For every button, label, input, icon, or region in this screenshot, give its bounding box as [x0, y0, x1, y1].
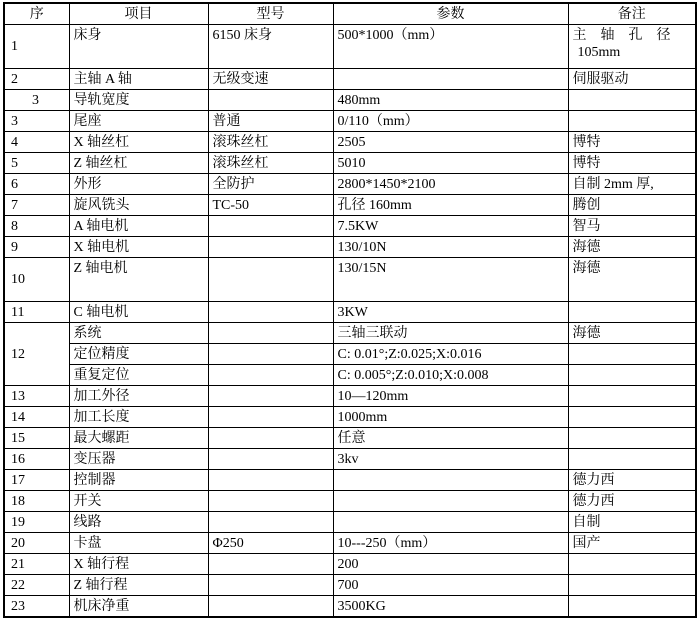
col-header-remark: 备注	[568, 3, 696, 25]
model-cell: 无级变速	[208, 69, 333, 90]
header-row	[4, 3, 696, 25]
model-cell	[208, 407, 333, 428]
seq-cell: 3	[4, 111, 69, 132]
param-cell: 200	[333, 554, 568, 575]
model-cell: 普通	[208, 111, 333, 132]
seq-cell: 15	[4, 428, 69, 449]
remark-cell: 腾创	[568, 195, 696, 216]
item-cell: 线路	[69, 512, 208, 533]
param-cell	[333, 470, 568, 491]
item-cell: 控制器	[69, 470, 208, 491]
item-cell: 机床净重	[69, 596, 208, 618]
model-cell	[208, 216, 333, 237]
seq-cell: 12	[4, 323, 69, 386]
table-row	[4, 491, 696, 512]
model-cell	[208, 302, 333, 323]
model-cell	[208, 575, 333, 596]
remark-cell	[568, 554, 696, 575]
model-cell	[208, 365, 333, 386]
item-cell: Z 轴电机	[69, 258, 208, 302]
table-row	[4, 512, 696, 533]
model-cell	[208, 90, 333, 111]
remark-cell	[568, 386, 696, 407]
param-cell: 2505	[333, 132, 568, 153]
remark-cell: 德力西	[568, 491, 696, 512]
table-row	[4, 237, 696, 258]
seq-cell: 5	[4, 153, 69, 174]
model-cell: 滚珠丝杠	[208, 153, 333, 174]
model-cell	[208, 449, 333, 470]
remark-cell	[568, 365, 696, 386]
table-row	[4, 344, 696, 365]
remark-cell: 国产	[568, 533, 696, 554]
model-cell	[208, 344, 333, 365]
seq-cell: 2	[4, 69, 69, 90]
param-cell	[333, 512, 568, 533]
table-row	[4, 302, 696, 323]
item-cell: 最大螺距	[69, 428, 208, 449]
item-cell: 系统	[69, 323, 208, 344]
param-cell	[333, 491, 568, 512]
remark-line-1: 主 轴 孔 径	[572, 28, 671, 43]
remark-cell: 伺服驱动	[568, 69, 696, 90]
model-cell	[208, 491, 333, 512]
remark-cell	[568, 344, 696, 365]
item-cell: C 轴电机	[69, 302, 208, 323]
seq-cell: 10	[4, 258, 69, 302]
seq-cell: 3	[4, 90, 69, 111]
table-row	[4, 449, 696, 470]
remark-cell: 海德	[568, 323, 696, 344]
seq-cell: 20	[4, 533, 69, 554]
param-cell: 孔径 160mm	[333, 195, 568, 216]
model-cell	[208, 323, 333, 344]
remark-cell: 智马	[568, 216, 696, 237]
table-row	[4, 365, 696, 386]
item-cell: 导轨宽度	[69, 90, 208, 111]
item-cell: Z 轴丝杠	[69, 153, 208, 174]
item-cell: 外形	[69, 174, 208, 195]
model-cell	[208, 554, 333, 575]
item-cell: 加工长度	[69, 407, 208, 428]
table-row	[4, 470, 696, 491]
item-cell: X 轴电机	[69, 237, 208, 258]
col-header-param: 参数	[333, 3, 568, 25]
col-header-item: 项目	[69, 3, 208, 25]
col-header-seq: 序	[4, 3, 69, 25]
seq-cell: 8	[4, 216, 69, 237]
seq-cell: 11	[4, 302, 69, 323]
table-row	[4, 132, 696, 153]
param-cell: 2800*1450*2100	[333, 174, 568, 195]
param-cell: 3kv	[333, 449, 568, 470]
table-row	[4, 174, 696, 195]
param-cell: 1000mm	[333, 407, 568, 428]
model-cell	[208, 512, 333, 533]
seq-cell: 22	[4, 575, 69, 596]
model-cell	[208, 428, 333, 449]
item-cell: X 轴丝杠	[69, 132, 208, 153]
remark-cell	[568, 90, 696, 111]
seq-cell: 16	[4, 449, 69, 470]
table-row	[4, 323, 696, 344]
param-cell: 5010	[333, 153, 568, 174]
param-cell: 700	[333, 575, 568, 596]
param-cell: C: 0.01°;Z:0.025;X:0.016	[333, 344, 568, 365]
item-cell: 旋风铣头	[69, 195, 208, 216]
param-cell: 130/15N	[333, 258, 568, 302]
item-cell: 重复定位	[69, 365, 208, 386]
remark-cell	[568, 596, 696, 618]
table-row	[4, 69, 696, 90]
param-cell: 10---250（mm）	[333, 533, 568, 554]
param-cell: C: 0.005°;Z:0.010;X:0.008	[333, 365, 568, 386]
seq-cell: 13	[4, 386, 69, 407]
model-cell: 滚珠丝杠	[208, 132, 333, 153]
remark-cell: 自制 2mm 厚,	[568, 174, 696, 195]
model-cell: 全防护	[208, 174, 333, 195]
param-cell: 3500KG	[333, 596, 568, 618]
seq-cell: 9	[4, 237, 69, 258]
item-cell: A 轴电机	[69, 216, 208, 237]
seq-cell: 7	[4, 195, 69, 216]
table-row	[4, 575, 696, 596]
col-header-model: 型号	[208, 3, 333, 25]
item-cell: 床身	[69, 25, 208, 69]
seq-cell: 17	[4, 470, 69, 491]
param-cell	[333, 69, 568, 90]
remark-line-2: 105mm	[577, 45, 621, 60]
spec-table	[3, 2, 697, 618]
table-row	[4, 111, 696, 132]
remark-cell	[568, 111, 696, 132]
remark-cell	[568, 575, 696, 596]
item-cell: 尾座	[69, 111, 208, 132]
remark-cell: 海德	[568, 258, 696, 302]
remark-cell	[568, 407, 696, 428]
table-row	[4, 195, 696, 216]
seq-cell: 6	[4, 174, 69, 195]
model-cell: 6150 床身	[208, 25, 333, 69]
param-cell: 0/110（mm）	[333, 111, 568, 132]
table-row	[4, 153, 696, 174]
remark-cell	[568, 302, 696, 323]
model-cell: TC-50	[208, 195, 333, 216]
model-cell: Φ250	[208, 533, 333, 554]
table-row	[4, 428, 696, 449]
item-cell: 开关	[69, 491, 208, 512]
model-cell	[208, 386, 333, 407]
seq-cell: 1	[4, 25, 69, 69]
seq-cell: 4	[4, 132, 69, 153]
item-cell: X 轴行程	[69, 554, 208, 575]
remark-cell: 海德	[568, 237, 696, 258]
model-cell	[208, 470, 333, 491]
model-cell	[208, 258, 333, 302]
item-cell: 变压器	[69, 449, 208, 470]
seq-cell: 23	[4, 596, 69, 618]
item-cell: 主轴 A 轴	[69, 69, 208, 90]
remark-cell	[568, 428, 696, 449]
table-row	[4, 596, 696, 618]
seq-cell: 19	[4, 512, 69, 533]
param-cell: 7.5KW	[333, 216, 568, 237]
item-cell: 定位精度	[69, 344, 208, 365]
remark-cell	[568, 25, 696, 69]
table-row	[4, 386, 696, 407]
remark-cell: 博特	[568, 153, 696, 174]
param-cell: 3KW	[333, 302, 568, 323]
param-cell: 任意	[333, 428, 568, 449]
seq-cell: 21	[4, 554, 69, 575]
remark-cell: 博特	[568, 132, 696, 153]
table-row	[4, 533, 696, 554]
item-cell: Z 轴行程	[69, 575, 208, 596]
seq-cell: 14	[4, 407, 69, 428]
param-cell: 500*1000（mm）	[333, 25, 568, 69]
param-cell: 10—120mm	[333, 386, 568, 407]
remark-cell: 德力西	[568, 470, 696, 491]
table-row	[4, 90, 696, 111]
table-row	[4, 407, 696, 428]
param-cell: 三轴三联动	[333, 323, 568, 344]
table-row	[4, 25, 696, 69]
param-cell: 130/10N	[333, 237, 568, 258]
item-cell: 加工外径	[69, 386, 208, 407]
table-row	[4, 258, 696, 302]
model-cell	[208, 596, 333, 618]
table-row	[4, 216, 696, 237]
item-cell: 卡盘	[69, 533, 208, 554]
remark-cell	[568, 449, 696, 470]
remark-cell: 自制	[568, 512, 696, 533]
model-cell	[208, 237, 333, 258]
param-cell: 480mm	[333, 90, 568, 111]
table-row	[4, 554, 696, 575]
seq-cell: 18	[4, 491, 69, 512]
